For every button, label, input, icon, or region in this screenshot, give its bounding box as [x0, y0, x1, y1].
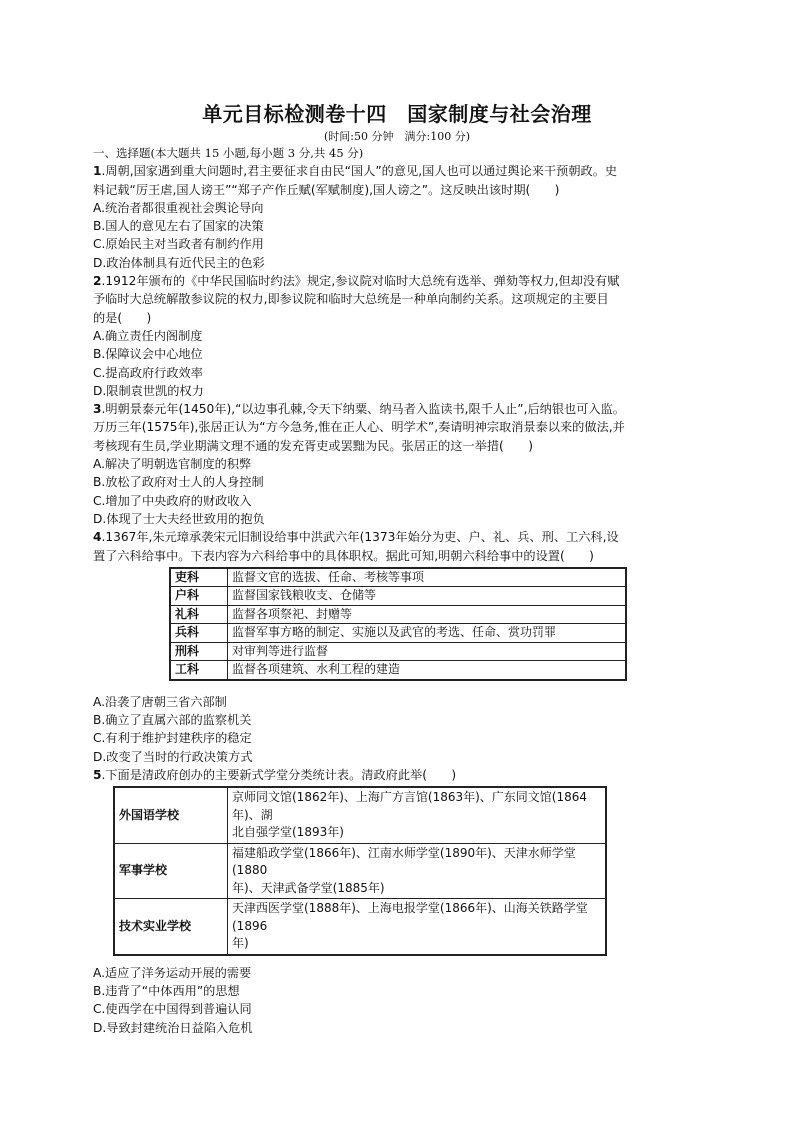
option-a[interactable]: A.适应了洋务运动开展的需要	[93, 965, 252, 980]
table-row	[170, 587, 626, 606]
section-heading: 一、选择题(本大题共 15 小题,每小题 3 分,共 45 分)	[93, 146, 364, 160]
page-subtitle: (时间:50 分钟 满分:100 分)	[324, 130, 470, 143]
option-a[interactable]: A.沿袭了唐朝三省六部制	[93, 694, 227, 709]
table-cell-schools: 京师同文馆(1862年)、上海广方言馆(1863年)、广东同文馆(1864年)、湖 北自强学堂(1893年)	[228, 787, 607, 843]
question-stem-line: 2.1912年颁布的《中华民国临时约法》规定,参议院对临时大总统有选举、弹劾等权力,但却没有赋	[93, 274, 620, 289]
question-stem-line: 料记载“厉王虐,国人谤王”“郑子产作丘赋(军赋制度),国人谤之”。这反映出该时期( )	[93, 182, 560, 197]
table-cell-schools: 福建船政学堂(1866年)、江南水师学堂(1890年)、天津水师学堂(1880 年)、天津武备学堂(1885年)	[228, 843, 607, 899]
table-cell-name: 吏科	[170, 568, 228, 587]
question-stem-line: 的是( )	[93, 310, 152, 325]
option-c[interactable]: C.增加了中央政府的财政收入	[93, 493, 252, 508]
question-stem-line: 4.1367年,朱元璋承袭宋元旧制设给事中洪武六年(1373年始分为吏、户、礼、兵、刑、工六科,设	[93, 530, 619, 545]
option-b[interactable]: B.国人的意见左右了国家的决策	[93, 219, 264, 234]
question-number: 1	[93, 164, 102, 179]
question-stem-line: 3.明朝景泰元年(1450年),“以边事孔棘,令天下纳粟、纳马者入监读书,限千人止”,后纳银也可入监。	[93, 402, 625, 417]
table-row	[114, 787, 606, 843]
option-a[interactable]: A.统治者都很重视社会舆论导向	[93, 200, 264, 215]
option-c[interactable]: C.使西学在中国得到普遍认同	[93, 1002, 252, 1017]
option-a[interactable]: A.解决了明朝选官制度的积弊	[93, 457, 252, 472]
page-title: 单元目标检测卷十四 国家制度与社会治理	[202, 102, 592, 126]
table-cell-duty: 监督国家钱粮收支、仓储等	[228, 587, 627, 606]
table-cell-category: 技术实业学校	[114, 899, 228, 955]
option-d[interactable]: D.政治体制具有近代民主的色彩	[93, 255, 265, 270]
question-number: 2	[93, 274, 102, 289]
question-number: 4	[93, 530, 102, 545]
exam-content	[93, 144, 698, 1037]
table-cell-name: 礼科	[170, 605, 228, 624]
question-1	[93, 162, 698, 272]
option-d[interactable]: D.体现了士大夫经世致用的抱负	[93, 511, 265, 526]
question-3	[93, 400, 698, 528]
question-2	[93, 272, 698, 400]
question-stem-line: 万历三年(1575年),张居正认为“方今急务,惟在正人心、明学术”,奏请明神宗取消景泰以来的做法,并	[93, 420, 625, 435]
question-stem-line: 置了六科给事中。下表内容为六科给事中的具体职权。据此可知,明朝六科给事中的设置( )	[93, 548, 594, 563]
table-row	[170, 661, 626, 680]
option-b[interactable]: B.违背了“中体西用”的思想	[93, 984, 240, 999]
table-row	[170, 642, 626, 661]
option-b[interactable]: B.保障议会中心地位	[93, 347, 203, 362]
question-5	[93, 766, 698, 1037]
table-row	[170, 624, 626, 643]
option-d[interactable]: D.导致封建统治日益陷入危机	[93, 1020, 253, 1035]
table-cell-category: 外国语学校	[114, 787, 228, 843]
table-cell-duty: 监督军事方略的制定、实施以及武官的考选、任命、赏功罚罪	[228, 624, 627, 643]
question-number: 5	[93, 768, 102, 783]
table-cell-name: 工科	[170, 661, 228, 680]
option-c[interactable]: C.提高政府行政效率	[93, 365, 203, 380]
table-cell-name: 刑科	[170, 642, 228, 661]
table-row	[114, 899, 606, 955]
option-d[interactable]: D.改变了当时的行政决策方式	[93, 749, 253, 764]
six-ministries-table	[169, 567, 627, 681]
table-cell-duty: 监督各项建筑、水利工程的建造	[228, 661, 627, 680]
option-d[interactable]: D.限制袁世凯的权力	[93, 383, 204, 398]
option-c[interactable]: C.有利于维护封建秩序的稳定	[93, 731, 252, 746]
option-c[interactable]: C.原始民主对当政者有制约作用	[93, 237, 264, 252]
option-b[interactable]: B.确立了直属六部的监察机关	[93, 713, 252, 728]
option-a[interactable]: A.确立责任内阁制度	[93, 328, 203, 343]
option-b[interactable]: B.放松了政府对士人的人身控制	[93, 475, 264, 490]
table-row	[170, 605, 626, 624]
table-cell-duty: 对审判等进行监督	[228, 642, 627, 661]
table-cell-category: 军事学校	[114, 843, 228, 899]
table-cell-schools: 天津西医学堂(1888年)、上海电报学堂(1866年)、山海关铁路学堂(1896 年)	[228, 899, 607, 955]
new-schools-table	[113, 786, 607, 956]
table-cell-name: 户科	[170, 587, 228, 606]
question-stem-line: 1.周朝,国家遇到重大问题时,君主要征求自由民“国人”的意见,国人也可以通过舆论来干预朝政。史	[93, 164, 618, 179]
question-number: 3	[93, 402, 102, 417]
question-4	[93, 528, 698, 766]
table-cell-duty: 监督文官的选拔、任命、考核等事项	[228, 568, 627, 587]
table-row	[170, 568, 626, 587]
table-cell-name: 兵科	[170, 624, 228, 643]
question-stem-line: 予临时大总统解散参议院的权力,即参议院和临时大总统是一种单向制约关系。这项规定的主要目	[93, 292, 609, 307]
question-stem-line: 考核现有生员,学业期满文理不通的发充胥吏或罢黜为民。张居正的这一举措( )	[93, 438, 533, 453]
table-cell-duty: 监督各项祭祀、封赠等	[228, 605, 627, 624]
table-row	[114, 843, 606, 899]
question-stem-line: 5.下面是清政府创办的主要新式学堂分类统计表。清政府此举( )	[93, 768, 457, 783]
